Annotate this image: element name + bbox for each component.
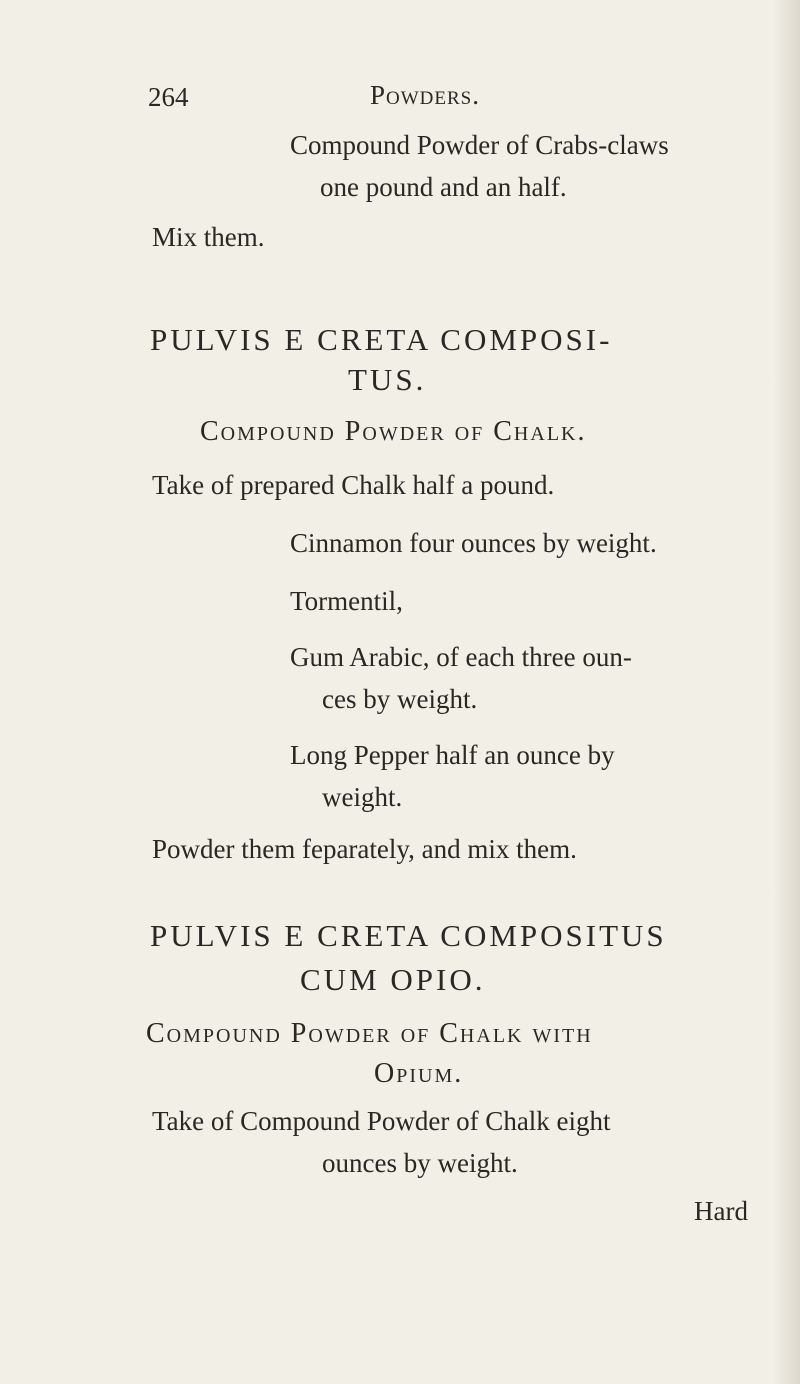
ingredient-line: weight.: [322, 782, 403, 812]
ingredient-line: ces by weight.: [322, 684, 478, 714]
continuation-line: one pound and an half.: [320, 172, 567, 202]
ingredient-line: Long Pepper half an ounce by: [290, 740, 615, 770]
ingredient-line: Cinnamon four ounces by weight.: [290, 528, 657, 558]
ingredient-line: Tormentil,: [290, 586, 403, 616]
page-number: 264: [148, 82, 189, 112]
ingredient-line: Gum Arabic, of each three oun-: [290, 642, 632, 672]
preparation-instruction: Powder them feparately, and mix them.: [152, 834, 577, 864]
section-subtitle: Opium.: [374, 1058, 464, 1089]
recipe-line: Take of prepared Chalk half a pound.: [152, 470, 555, 500]
section-heading: TUS.: [348, 362, 427, 397]
section-subtitle: Compound Powder of Chalk.: [200, 416, 587, 447]
section-subtitle: Compound Powder of Chalk with: [146, 1018, 593, 1049]
recipe-line: Take of Compound Powder of Chalk eight: [152, 1106, 611, 1136]
mix-instruction: Mix them.: [152, 222, 265, 252]
page-edge-shadow: [774, 0, 800, 1384]
running-title: Powders.: [370, 80, 480, 110]
section-heading: PULVIS E CRETA COMPOSITUS: [150, 918, 667, 953]
continuation-line: Compound Powder of Crabs-claws: [290, 130, 669, 160]
recipe-line: ounces by weight.: [322, 1148, 518, 1178]
section-heading: PULVIS E CRETA COMPOSI-: [150, 322, 613, 357]
section-heading: CUM OPIO.: [300, 962, 486, 997]
catchword: Hard: [694, 1196, 748, 1226]
